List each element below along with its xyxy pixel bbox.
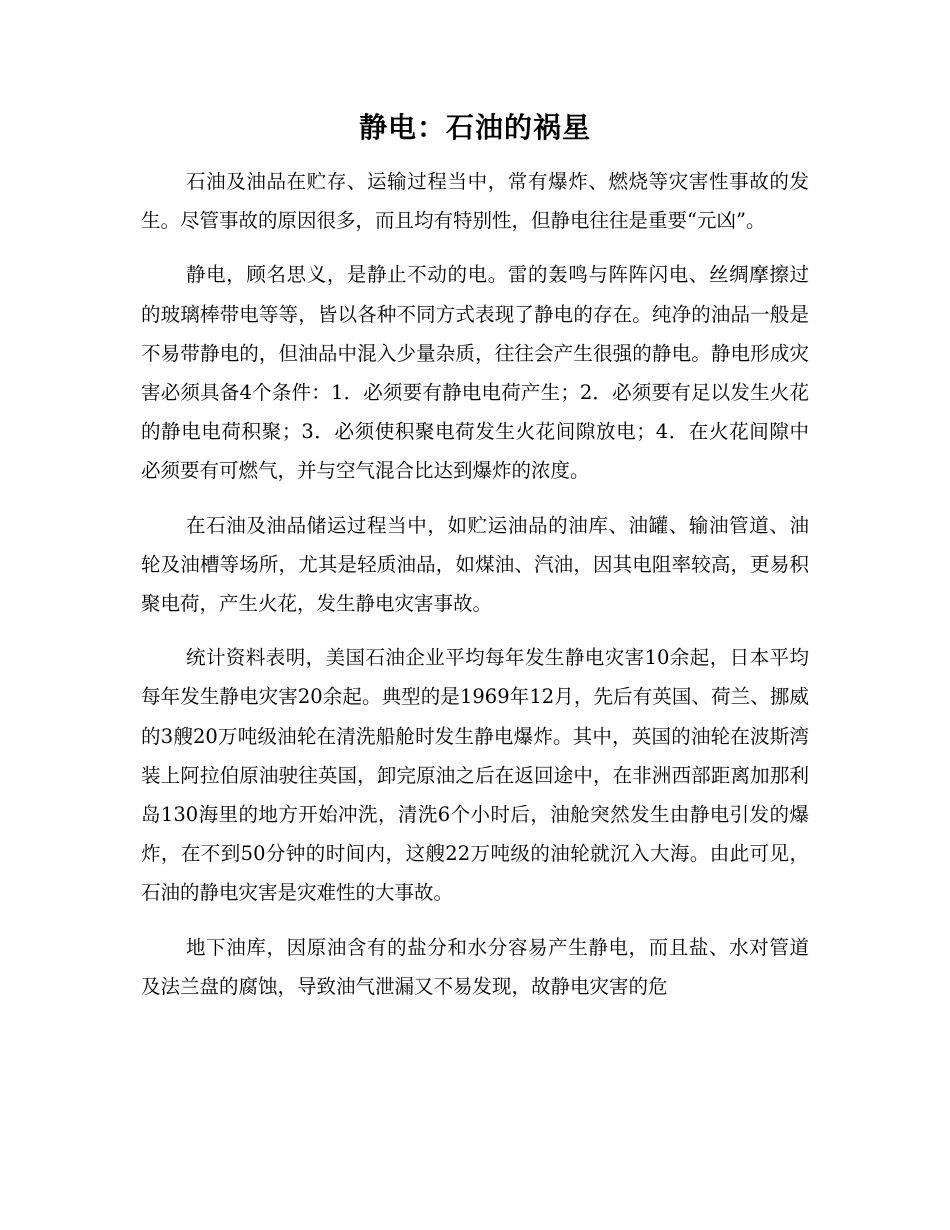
document-body bbox=[141, 162, 809, 1021]
paragraph-3: 在石油及油品储运过程当中，如贮运油品的油库、油罐、输油管道、油轮及油槽等场所，尤其是轻质油品，如煤油、汽油，因其电阻率较高，更易积聚电荷，产生火花，发生静电灾害事故。 bbox=[141, 513, 809, 616]
paragraph-2: 静电，顾名思义，是静止不动的电。雷的轰鸣与阵阵闪电、丝绸摩擦过的玻璃棒带电等等，皆以各种不同方式表现了静电的存在。纯净的油品一般是不易带静电的，但油品中混入少量杂质，往往会产生很强的静电。静电形成灾害必须具备4个条件：1．必须要有静电电荷产生；2．必须要有足以发生火花的静电电荷积聚；3．必须使积聚电荷发生火花间隙放电；4．在火花间隙中必须要有可燃气，并与空气混合比达到爆炸的浓度。 bbox=[141, 263, 809, 483]
paragraph-5: 地下油库，因原油含有的盐分和水分容易产生静电，而且盐、水对管道及法兰盘的腐蚀，导致油气泄漏又不易发现，故静电灾害的危 bbox=[141, 935, 809, 998]
document-title: 静电：石油的祸星 bbox=[358, 111, 591, 144]
paragraph-1: 石油及油品在贮存、运输过程当中，常有爆炸、燃烧等灾害性事故的发生。尽管事故的原因很多，而且均有特别性，但静电往往是重要“元凶”。 bbox=[141, 170, 809, 233]
paragraph-4: 统计资料表明，美国石油企业平均每年发生静电灾害10余起，日本平均每年发生静电灾害20余起。典型的是1969年12月，先后有英国、荷兰、挪威的3艘20万吨级油轮在清洗船舱时发生静电爆炸。其中，英国的油轮在波斯湾装上阿拉伯原油驶往英国，卸完原油之后在返回途中，在非洲西部距离加那利岛130海里的地方开始冲洗，清洗6个小时后，油舱突然发生由静电引发的爆炸，在不到50分钟的时间内，这艘22万吨级的油轮就沉入大海。由此可见，石油的静电灾害是灾难性的大事故。 bbox=[141, 646, 809, 905]
